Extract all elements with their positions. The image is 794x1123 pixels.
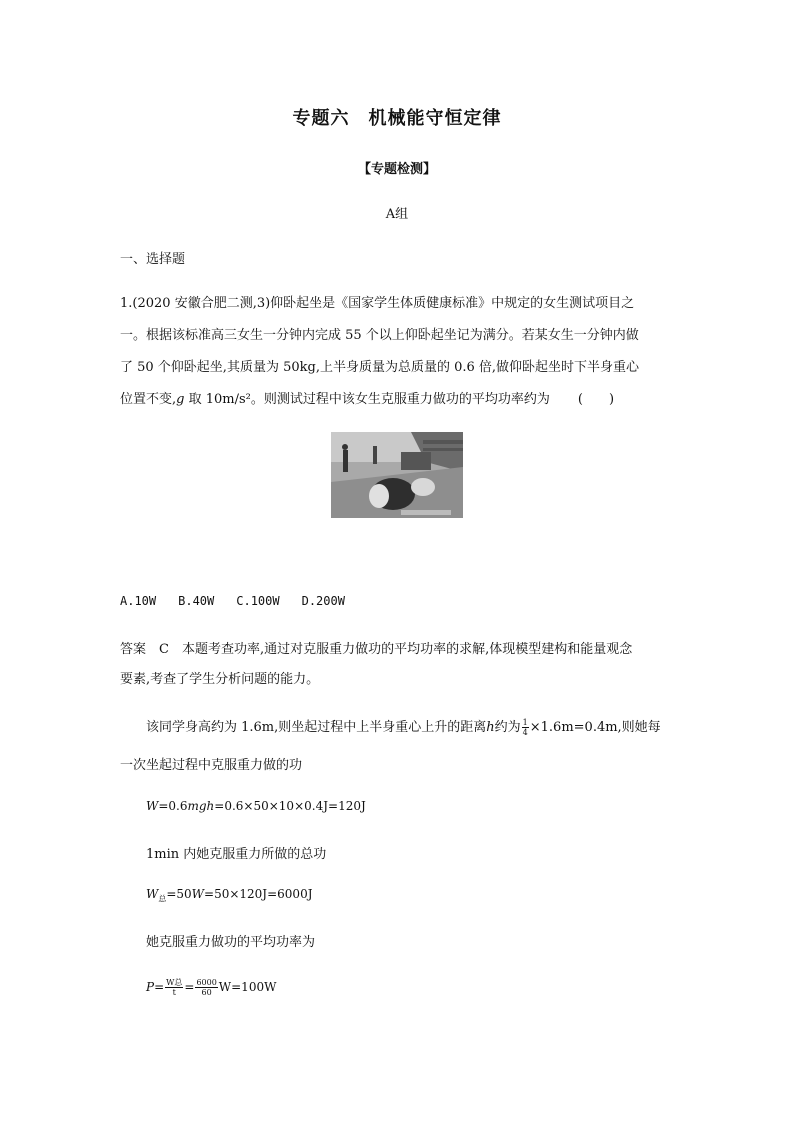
- question-line-3: 了 50 个仰卧起坐,其质量为 50kg,上半身质量为总质量的 0.6 倍,做仰卧起坐时下半身重心: [120, 360, 640, 375]
- section-heading: 一、选择题: [120, 252, 186, 267]
- option-b[interactable]: B.40W: [178, 594, 215, 608]
- question-line-1: 1.(2020 安徽合肥二测,3)仰卧起坐是《国家学生体质健康标准》中规定的女生测试项目之: [120, 296, 635, 311]
- question-line-2: 一。根据该标准高三女生一分钟内完成 55 个以上仰卧起坐记为满分。若某女生一分钟内做: [120, 328, 639, 343]
- option-d[interactable]: D.200W: [301, 594, 345, 608]
- solution-line-2: 一次坐起过程中克服重力做的功: [120, 758, 303, 773]
- fraction-work-over-time: $\frac{\text{W总}}{t}$: [166, 978, 183, 997]
- question-line-4: 位置不变,g 取 10m/s²。则测试过程中该女生克服重力做功的平均功率约为 ( ): [120, 392, 615, 407]
- answer-line-1: 答案 C 本题考查功率,通过对克服重力做功的平均功率的求解,体现模型建构和能量观念: [120, 642, 633, 657]
- fraction-6000-over-60: $\frac{6000}{60}$: [196, 978, 217, 997]
- group-label: A组: [385, 207, 409, 222]
- fraction-quarter: $\frac{1}{4}$: [522, 718, 528, 737]
- solution-line-3: 1min 内她克服重力所做的总功: [146, 847, 327, 862]
- situp-test-photo: [331, 432, 463, 518]
- equation-work: W=0.6mgh=0.6×50×10×0.4J=120J: [146, 799, 366, 813]
- solution-line-4: 她克服重力做功的平均功率为: [146, 935, 316, 950]
- option-c[interactable]: C.100W: [236, 594, 280, 608]
- equation-total-work: $W_总=50W=50\times 120J=6000J$: [146, 887, 313, 904]
- answer-options: [120, 594, 367, 608]
- section-subtitle: 【专题检测】: [357, 162, 436, 177]
- answer-line-2: 要素,考查了学生分析问题的能力。: [120, 672, 320, 687]
- option-a[interactable]: A.10W: [120, 594, 157, 608]
- solution-line-1: 该同学身高约为 1.6m,则坐起过程中上半身重心上升的距离h约为 $\frac{1}{4}$ ×1.6m=0.4m,则她每: [146, 718, 661, 737]
- equation-power: P= $\frac{\text{W总}}{t}$ = $\frac{6000}{60}$ W=100W: [146, 978, 277, 997]
- page-title: 专题六 机械能守恒定律: [292, 108, 502, 129]
